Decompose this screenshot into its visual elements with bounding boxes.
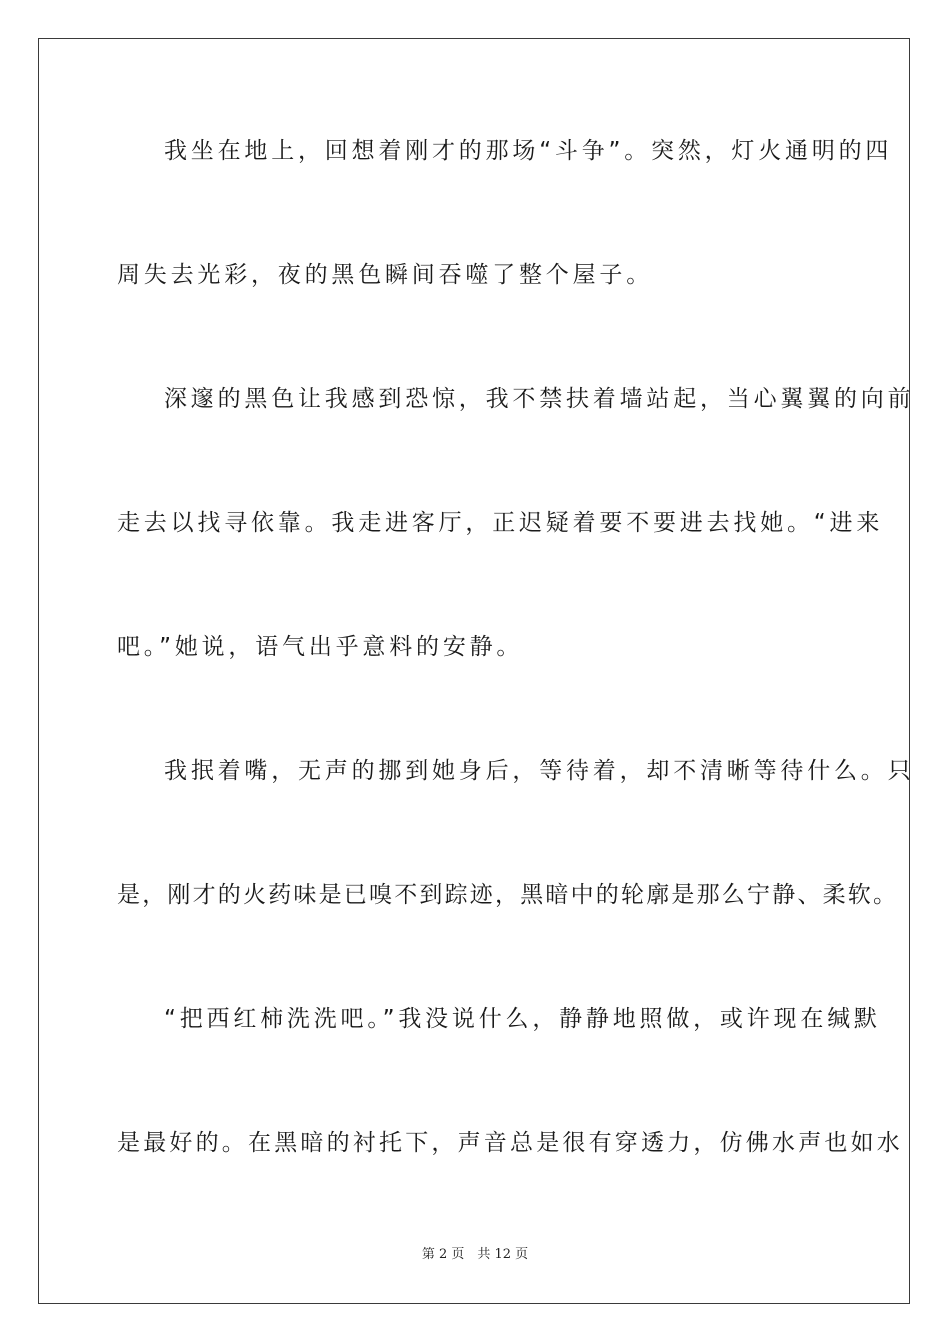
paragraph-1-line-2: 周失去光彩，夜的黑色瞬间吞噬了整个屋子。 [117, 262, 653, 288]
paragraph-2-line-2: 走去以找寻依靠。我走进客厅，正迟疑着要不要进去找她。“进来 [117, 510, 884, 536]
paragraph-3-line-1: 我抿着嘴，无声的挪到她身后，等待着，却不清晰等待什么。只 [164, 758, 915, 784]
paragraph-2-line-3: 吧。”她说，语气出乎意料的安静。 [117, 634, 524, 660]
paragraph-2-line-1: 深邃的黑色让我感到恐惊，我不禁扶着墙站起，当心翼翼的向前 [164, 386, 915, 412]
paragraph-4-line-2: 是最好的。在黑暗的衬托下，声音总是很有穿透力，仿佛水声也如水 [117, 1130, 903, 1156]
paragraph-4-line-1: “把西红柿洗洗吧。”我没说什么，静静地照做，或许现在缄默 [164, 1006, 881, 1032]
page-number-footer [0, 1246, 950, 1264]
paragraph-3-line-2: 是，刚才的火药味是已嗅不到踪迹，黑暗中的轮廓是那么宁静、柔软。 [117, 882, 899, 908]
paragraph-1-line-1: 我坐在地上，回想着刚才的那场“斗争”。突然，灯火通明的四 [164, 138, 893, 164]
page-number-label: 第 2 页 共 12 页 [421, 1247, 529, 1262]
page-border [38, 38, 910, 1304]
